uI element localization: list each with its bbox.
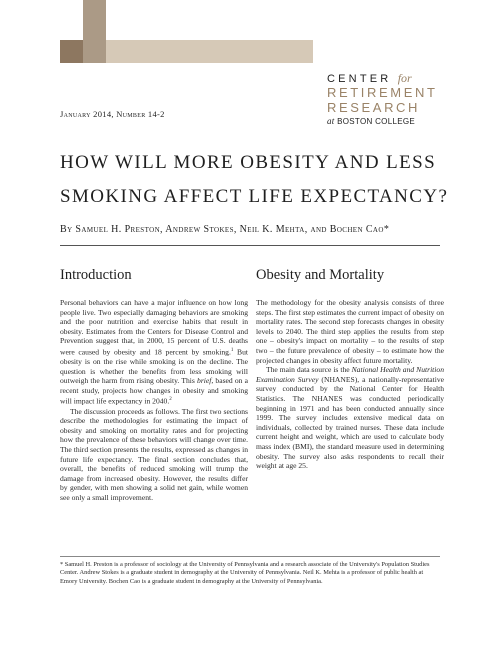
- section-heading-obesity-mortality: Obesity and Mortality: [256, 267, 385, 283]
- column-introduction: [60, 266, 248, 503]
- header-block-light-1: [106, 40, 129, 63]
- logo-line-center: CENTER for: [327, 71, 412, 85]
- header-block-light-3: [152, 40, 175, 63]
- logo-line-research: RESEARCH: [327, 100, 421, 115]
- obesity-paragraph-2: The main data source is the National Health and Nutrition Examination Survey (NHANES), a nationally-representative survey conducted by the National Center for Health Statistics. The NHANES was conducted periodically beginning in 1971 and has been conducted annually since 1999. The survey includes extensive medical data on individuals, collected by trained nurses. These data include current height and weight, which are used to calculate body mass index (BMI), the standard measure used in determining obesity. The survey also asks respondents to recall their weight at age 25.: [256, 365, 444, 471]
- crr-logo: [327, 72, 492, 127]
- intro-paragraph-1: Personal behaviors can have a major influence on how long people live. Two especially damaging behaviors are smoking and the poor nutrition and exercise habits that result in obesity. Estimates from the Centers for Disease Control and Prevention suggest that, in 2000, 15 percent of U.S. deaths were caused by obesity and 18 percent by smoking.$^1$ But obesity is on the rise while smoking is on the decline. The question is whether the benefits from less smoking will outweigh the harm from rising obesity. This brief, based on a recent study, projects how changes in obesity and smoking will impact life expectancy in 2040.$^2$: [60, 298, 249, 406]
- obesity-paragraph-1: The methodology for the obesity analysis consists of three steps. The first step estimates the current impact of obesity on mortality rates. The second step forecasts changes in obesity levels to 2040. The third step applies the results from step one – obesity's impact on mortality – to the results of step two – the future prevalence of obesity – to estimate how the projected changes in obesity affect future mortality.: [256, 298, 444, 365]
- header-block-mid: [83, 40, 106, 63]
- header-block-light-2: [129, 40, 152, 63]
- brief-title: HOW WILL MORE OBESITY AND LESS SMOKING AFFECT LIFE EXPECTANCY?: [60, 152, 449, 207]
- header-block-light-5: [198, 40, 221, 63]
- section-heading-introduction: Introduction: [60, 267, 132, 283]
- intro-paragraph-2: The discussion proceeds as follows. The first two sections describe the methodologies for estimating the impact of obesity and smoking on mortality rates and for projecting how the prevalence of these behaviors will change over time. The third section presents the results, expressed as changes in future life expectancy. The final section concludes that, overall, the benefits of reduced smoking will trump the damage from increased obesity. However, the results differ by gender, with men showing a solid net gain, while women see only a small improvement.: [60, 406, 248, 502]
- header-block-top: [83, 0, 106, 40]
- column-obesity-mortality: [256, 266, 444, 471]
- header-block-light-8: [267, 40, 290, 63]
- header-block-light-9: [290, 40, 313, 63]
- title-divider: [60, 245, 440, 246]
- header-block-light-4: [175, 40, 198, 63]
- header-block-light-6: [221, 40, 244, 63]
- header-block-light-7: [244, 40, 267, 63]
- logo-line-retirement: RETIREMENT: [327, 85, 438, 100]
- logo-line-boston-college: at BOSTON COLLEGE: [327, 116, 415, 126]
- author-footnote: * Samuel H. Preston is a professor of sociology at the University of Pennsylvania and a research associate of the University's Population Studies Center. Andrew Stokes is a graduate student in demography at the University of Pennsylvania. Neil K. Mehta is a professor of public health at Emory University. Bochen Cao is a graduate student in demography at the University of Pennsylvania.: [60, 561, 430, 585]
- issue-date: January 2014, Number 14-2: [60, 109, 165, 119]
- header-block-dark: [60, 40, 83, 63]
- footnote-divider: [60, 556, 440, 557]
- author-byline: By Samuel H. Preston, Andrew Stokes, Neil K. Mehta, and Bochen Cao*: [60, 224, 390, 235]
